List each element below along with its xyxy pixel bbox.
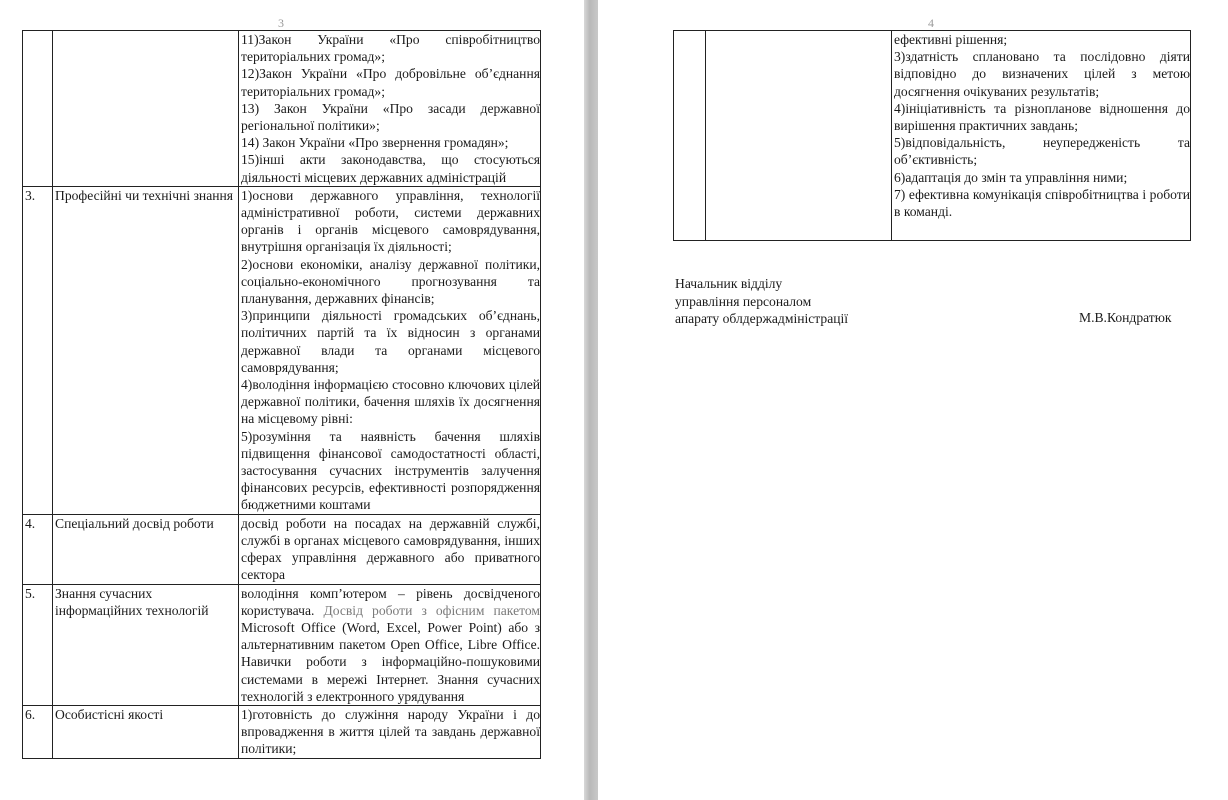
document-page-3: [0, 0, 584, 800]
table-row: [23, 705, 541, 758]
table-row: [23, 514, 541, 584]
row-text-part: володіння комп’ютером – рівень досвідченого користувача.: [241, 585, 540, 618]
list-item: 5)відповідальність, неупередженість та об’єктивність;: [894, 135, 1190, 168]
list-item: 3)принципи діяльності громадських об’єднань, політичних партій та їх відносин з органами державної влади та органами місцевого самоврядування;: [241, 308, 540, 375]
list-item: 1)основи державного управління, технології адміністративної роботи, системи державних органів і органів місцевого самоврядування, внутрішня організація їх діяльності;: [241, 187, 540, 255]
row-text-muted-part: Досвід роботи з офісним пакетом: [323, 602, 540, 618]
row-label: Знання сучасних інформаційних технологій: [53, 584, 239, 705]
row-number: 5.: [23, 584, 53, 705]
list-item: 14) Закон України «Про звернення громадян»;: [241, 135, 509, 151]
signature-position-line: управління персоналом: [675, 293, 812, 309]
list-item: 4)ініціативність та різнопланове відношення до вирішення практичних завдань;: [894, 100, 1190, 134]
list-item: 1)готовність до служіння народу України і до впровадження в життя цілей та завдань державної політики;: [241, 706, 540, 757]
list-item: 7) ефективна комунікація співробітництва і роботи в команді.: [894, 186, 1190, 220]
list-item: 3)здатність сплановано та послідовно діяти відповідно до визначених цілей з метою досягнення очікуваних результатів;: [894, 49, 1190, 99]
row-content-cell: [892, 31, 1191, 241]
list-item: 4)володіння інформацією стосовно ключових цілей державної політики, бачення шляхів їх досягнення на місцевому рівні:: [241, 377, 540, 427]
table-row: [23, 584, 541, 705]
signature-position-line: апарату облдержадміністрації: [675, 311, 849, 326]
row-number-cell: [674, 31, 706, 241]
list-item: 13) Закон України «Про засади державної регіональної політики»;: [241, 100, 540, 134]
row-label: Спеціальний досвід роботи: [53, 514, 239, 584]
row-label-cell: [706, 31, 892, 241]
row-number-cell: [23, 31, 53, 187]
row-text: [241, 585, 540, 705]
page-gap: [584, 0, 598, 800]
row-label: Професійні чи технічні знання: [53, 186, 239, 514]
signature-position-line: Начальник відділу: [675, 276, 783, 291]
list-item: 11)Закон України «Про співробітництво територіальних громад»;: [241, 32, 540, 65]
signatory-name: М.В.Кондратюк: [1079, 310, 1172, 325]
row-label: Особистісні якості: [53, 705, 239, 758]
page-number: 3: [278, 16, 284, 30]
row-text: досвід роботи на посадах на державній службі, службі в органах місцевого самоврядування, інших сферах управління державного або приватного сектора: [241, 515, 540, 583]
row-content-cell: [239, 514, 541, 584]
table-row: [23, 186, 541, 514]
row-text-part: Microsoft Office (Word, Excel, Power Point) або з альтернативним пакетом Open Office, Libre Office. Навички роботи з інформаційно-пошуковими системами в мережі Інтернет. Знання сучасних технологій з електронного урядування: [241, 619, 540, 704]
list-item: 6)адаптація до змін та управління ними;: [894, 169, 1128, 185]
signature-block: [675, 275, 848, 328]
row-number: 3.: [23, 186, 53, 514]
list-item: 5)розуміння та наявність бачення шляхів підвищення фінансової самодостатності області, застосування сучасних інструментів залучення фінансових ресурсів, ефективності розпорядження бюджетними коштами: [241, 428, 540, 513]
row-content-cell: [239, 584, 541, 705]
row-label-cell: [53, 31, 239, 187]
document-page-4: [598, 0, 1228, 800]
requirements-table-continued: [673, 30, 1191, 241]
row-content-cell: [239, 186, 541, 514]
row-number: 6.: [23, 705, 53, 758]
requirements-table: [22, 30, 541, 759]
row-content-cell: [239, 705, 541, 758]
table-row: [674, 31, 1191, 241]
list-item: 15)інші акти законодавства, що стосуються діяльності місцевих державних адміністрацій: [241, 152, 540, 185]
list-item: ефективні рішення;: [894, 32, 1008, 47]
row-number: 4.: [23, 514, 53, 584]
table-row: [23, 31, 541, 187]
page-number: 4: [928, 16, 934, 30]
list-item: 2)основи економіки, аналізу державної політики, соціально-економічного прогнозування та планування, державних фінансів;: [241, 256, 540, 307]
list-item: 12)Закон України «Про добровільне об’єднання територіальних громад»;: [241, 66, 540, 99]
row-content-cell: [239, 31, 541, 187]
